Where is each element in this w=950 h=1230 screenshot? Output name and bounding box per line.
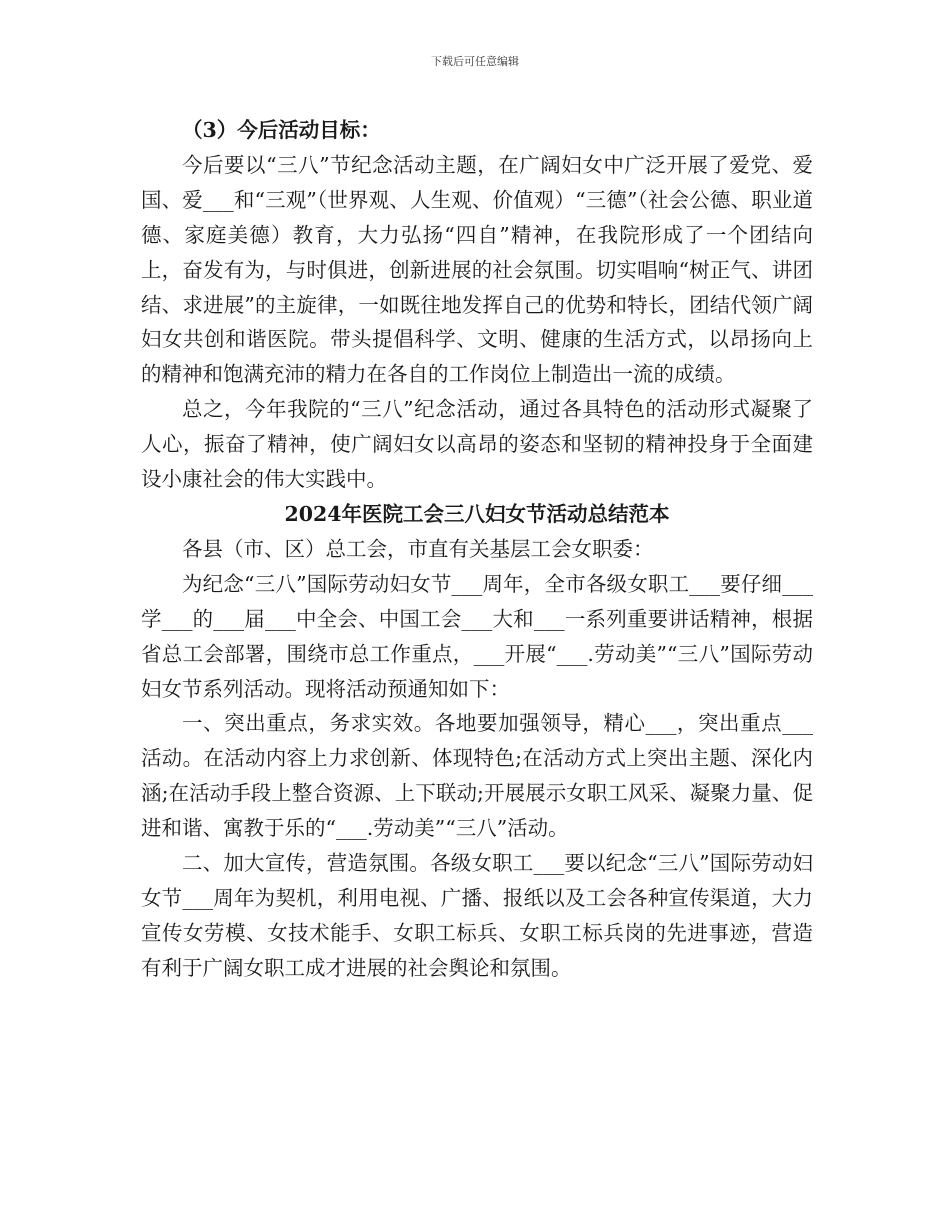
document-body — [141, 113, 813, 986]
paragraph-summary: 总之，今年我院的“三八”纪念活动，通过各具特色的活动形式凝聚了人心，振奋了精神，使广阔妇女以高昂的姿态和坚韧的精神投身于全面建设小康社会的伟大实践中。 — [141, 397, 813, 492]
paragraph-point-two: 二、加大宣传，营造氛围。各级女职工___要以纪念“三八”国际劳动妇女节___周年为契机，利用电视、广播、报纸以及工会各种宣传渠道，大力宣传女劳模、女技术能手、女职工标兵、女职工标兵岗的先进事迹，营造有利于广阔女职工成才进展的社会舆论和氛围。 — [141, 851, 813, 980]
paragraph-point-one: 一、突出重点，务求实效。各地要加强领导，精心___，突出重点___活动。在活动内容上力求创新、体现特色;在活动方式上突出主题、深化内涵;在活动手段上整合资源、上下联动;开展展示女职工风采、凝聚力量、促进和谐、寓教于乐的“___.劳动美”“三八”活动。 — [141, 711, 813, 841]
section-subheading: （3）今后活动目标： — [182, 118, 381, 142]
paragraph-intro: 为纪念“三八”国际劳动妇女节___周年，全市各级女职工___要仔细___学___的___届___中全会、中国工会___大和___一系列重要讲话精神，根据省总工会部署，围绕市总工作重点，___开展“___.劳动美”“三八”国际劳动妇女节系列活动。现将活动预通知如下： — [141, 571, 813, 701]
paragraph-goals: 今后要以“三八”节纪念活动主题，在广阔妇女中广泛开展了爱党、爱国、爱___和“三观”（世界观、人生观、价值观）“三德”（社会公德、职业道德、家庭美德）教育，大力弘扬“四自”精神，在我院形成了一个团结向上，奋发有为，与时俱进，创新进展的社会氛围。切实唱响“树正气、讲团结、求进展”的主旋律，一如既往地发挥自己的优势和特长，团结代领广阔妇女共创和谐医院。带头提倡科学、文明、健康的生活方式，以昂扬向上的精神和饱满充沛的精力在各自的工作岗位上制造出一流的成绩。 — [141, 152, 813, 387]
page-header: 下载后可任意编辑 — [431, 55, 519, 68]
document-title: 2024年医院工会三八妇女节活动总结范本 — [284, 501, 670, 526]
paragraph-salutation: 各县（市、区）总工会，市直有关基层工会女职委： — [182, 536, 654, 561]
